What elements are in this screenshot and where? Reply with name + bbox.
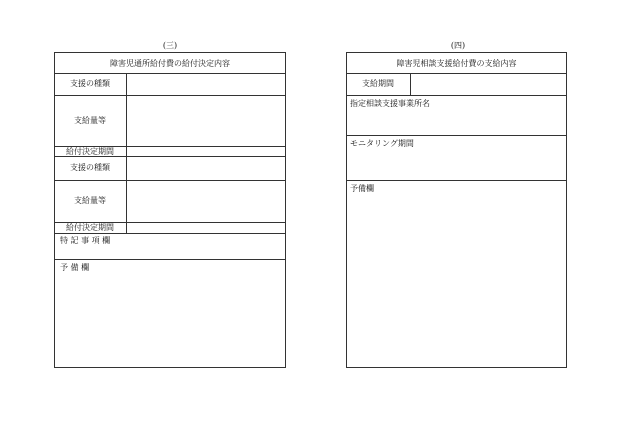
left-support-type-2: 支援の種類 (70, 163, 110, 172)
row-divider (346, 180, 567, 181)
row-divider (346, 95, 567, 96)
row-divider (54, 233, 286, 234)
left-section-number: (三) (162, 41, 178, 50)
right-reserve-label: 予備欄 (350, 184, 374, 193)
left-title-divider (54, 73, 286, 74)
left-special-notes-label: 特 記 事 項 欄 (60, 236, 111, 245)
right-section-number: (四) (450, 41, 466, 50)
left-label-column-divider (126, 73, 127, 234)
row-divider (346, 135, 567, 136)
left-reserve-label: 予 備 欄 (60, 263, 90, 272)
right-supply-period: 支給期間 (362, 79, 394, 88)
right-label-column-divider (410, 73, 411, 95)
row-divider (54, 156, 286, 157)
left-support-type-1: 支援の種類 (70, 79, 110, 88)
right-designated-office-label: 指定相談支援事業所名 (350, 99, 430, 108)
right-monitoring-period-label: モニタリング期間 (350, 139, 414, 148)
left-supply-amount-2: 支給量等 (74, 196, 106, 205)
right-title-divider (346, 73, 567, 74)
left-decision-period-1: 給付決定期間 (66, 147, 114, 156)
row-divider (54, 180, 286, 181)
row-divider (54, 95, 286, 96)
row-divider (54, 259, 286, 260)
left-supply-amount-1: 支給量等 (74, 116, 106, 125)
left-form-title: 障害児通所給付費の給付決定内容 (110, 59, 230, 68)
left-decision-period-2: 給付決定期間 (66, 223, 114, 232)
right-form-title: 障害児相談支援給付費の支給内容 (396, 59, 517, 68)
left-form-table (54, 52, 286, 368)
